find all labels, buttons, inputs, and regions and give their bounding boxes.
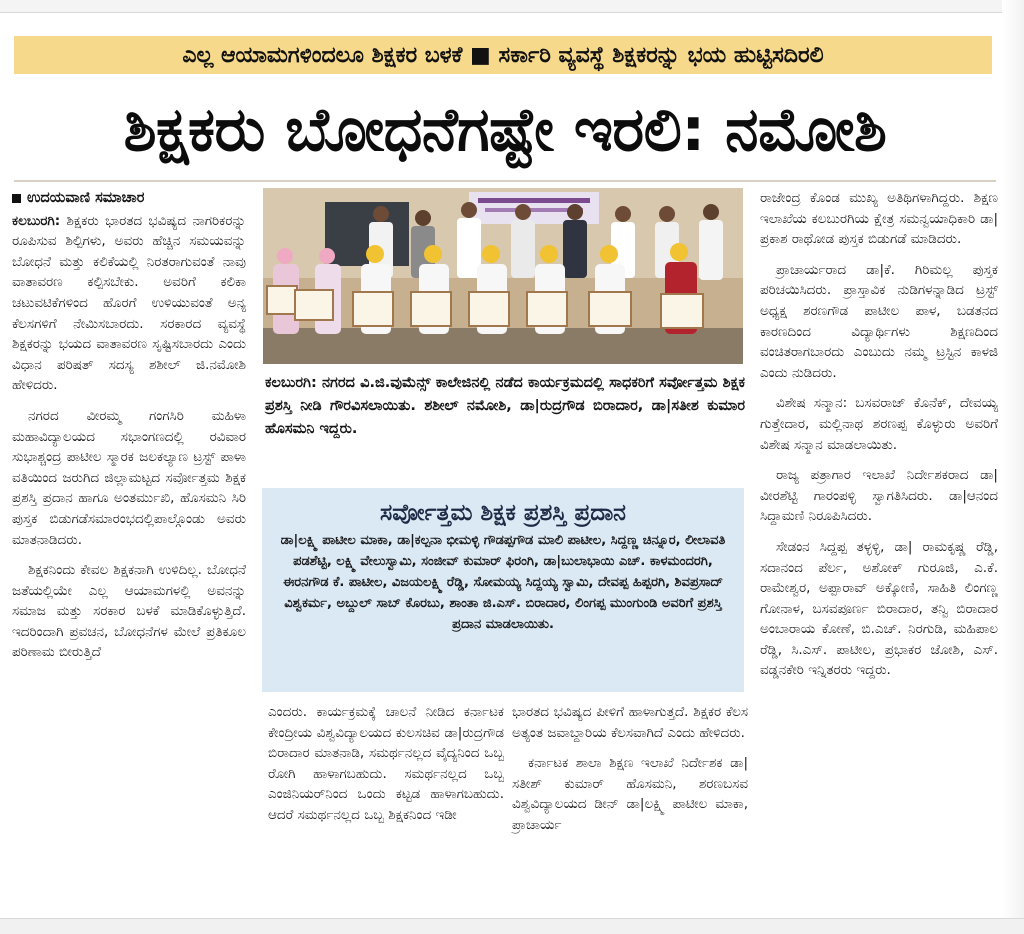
paragraph-text: ಶಿಕ್ಷಕರು ಭಾರತದ ಭವಿಷ್ಯದ ನಾಗರಿಕರನ್ನು ರೂಪಿಸುವ ಶಿಲ್ಪಿಗಳು, ಅವರು ಹೆಚ್ಚಿನ ಸಮಯವನ್ನು ಬೋಧನೆ ಮತ್ತು ಕಲಿಕೆಯಲ್ಲಿ ನಿರತರಾಗುವಂತೆ ನಾವು ವಾತಾವರಣ ಕಲ್ಪಿಸಬೇಕು. ಅವರಿಗೆ ಕಲಿಕಾ ಚಟುವಟಿಕೆಗಳಿಂದ ಹೊರಗೆ ಉಳಿಯುವಂತೆ ಅನ್ಯ ಕೆಲಸಗಳಿಗೆ ನೇಮಿಸಬಾರದು. ಸರಕಾರದ ವ್ಯವಸ್ಥೆ ಶಿಕ್ಷಕರನ್ನು ಭಯದ ವಾತಾವರಣ ಸೃಷ್ಟಿಸಬಾರದು ಎಂದು ವಿಧಾನ ಪರಿಷತ್ ಸದಸ್ಯ ಶಶೀಲ್ ಜಿ.ನಮೋಶಿ ಹೇಳಿದರು. <box>12 212 246 394</box>
paragraph: ಶಿಕ್ಷಕನಿಂದು ಕೇವಲ ಶಿಕ್ಷಕನಾಗಿ ಉಳಿದಿಲ್ಲ. ಬೋಧನೆ ಜತೆಯಲ್ಲಿಯೇ ಎಲ್ಲ ಆಯಾಮಗಳಲ್ಲಿ ಅವನನ್ನು ಸಮಾಜ ಮತ್ತು ಸರಕಾರ ಬಳಕೆ ಮಾಡಿಕೊಳ್ಳುತ್ತಿದೆ. ಇದರಿಂದಾಗಿ ಪ್ರವಚನ, ಬೋಧನೆಗಳ ಮೇಲೆ ಪ್ರತಿಕೂಲ ಪರಿಣಾಮ ಬೀರುತ್ತಿದೆ <box>12 562 246 661</box>
event-photo-graphic <box>263 188 743 364</box>
paragraph: ನಗರದ ವೀರಮ್ಮ ಗಂಗಸಿರಿ ಮಹಿಳಾ ಮಹಾವಿದ್ಯಾಲಯದ ಸಭಾಂಗಣದಲ್ಲಿ ರವಿವಾರ ಸುಭಾಶ್ಚಂದ್ರ ಪಾಟೀಲ ಸ್ಮಾರಕ ಜಲಕಲ್ಯಾಣ ಟ್ರಸ್ಟ್ ಪಾಳಾ ವತಿಯಿಂದ ಜರುಗಿದ ಜಿಲ್ಲಾಮಟ್ಟದ ಸರ್ವೋತ್ತಮ ಶಿಕ್ಷಕ ಪ್ರಶಸ್ತಿ ಪ್ರದಾನ ಹಾಗೂ ಅಂತರ್ಮುಖಿ, ಹೊಸಮನಿ ಸಿರಿ ಪುಸ್ತಕ ಬಿಡುಗಡೆಸಮಾರಂಭದಲ್ಲಿಪಾಲ್ಗೊಂಡು ಅವರು ಮಾತನಾಡಿದರು. <box>12 407 246 548</box>
paragraph: ಎಂದರು. ಕಾರ್ಯಕ್ರಮಕ್ಕೆ ಚಾಲನೆ ನೀಡಿದ ಕರ್ನಾಟಕ ಕೇಂದ್ರೀಯ ವಿಶ್ವವಿದ್ಯಾಲಯದ ಕುಲಸಚಿವ ಡಾ|ರುದ್ರಗೌಡ ಬಿರಾದಾರ ಮಾತನಾಡಿ, ಸಮರ್ಥನಲ್ಲದ ವೈದ್ಯನಿಂದ ಒಬ್ಬ ರೋಗಿ ಹಾಳಾಗಬಹುದು. ಸಮರ್ಥನಲ್ಲದ ಒಬ್ಬ ಎಂಜಿನಿಯರ್‌ನಿಂದ ಒಂದು ಕಟ್ಟಡ ಹಾಳಾಗಬಹುದು. ಆದರೆ ಸಮರ್ಥನಲ್ಲದ ಒಬ್ಬ ಶಿಕ್ಷಕನಿಂದ ಇಡೀ <box>268 704 504 823</box>
headline-divider <box>14 180 996 182</box>
page-right-margin <box>1002 0 1024 933</box>
paragraph: ರಾಜ್ಯ ಪತ್ರಾಗಾರ ಇಲಾಖೆ ನಿರ್ದೇಶಕರಾದ ಡಾ| ವೀರಶೆಟ್ಟಿ ಗಾರಂಪಳ್ಳಿ ಸ್ವಾಗತಿಸಿದರು. ಡಾ|ಆನಂದ ಸಿದ್ದಾಮಣಿ ನಿರೂಪಿಸಿದರು. <box>760 467 998 525</box>
square-bullet-icon <box>12 194 21 203</box>
byline-text: ಉದಯವಾಣಿ ಸಮಾಚಾರ <box>27 190 145 206</box>
event-photo <box>263 188 743 364</box>
screen-top-edge <box>0 0 1024 13</box>
column-4 <box>760 188 998 691</box>
paragraph: ವಿಶೇಷ ಸನ್ಮಾನ: ಬಸವರಾಜ್ ಕೊನೆಕ್, ದೇವಯ್ಯ ಗುತ್ತೇದಾರ, ಮಲ್ಲಿನಾಥ ಶರಣಪ್ಪ ಕೊಳ್ಳುರು ಅವರಿಗೆ ವಿಶೇಷ ಸನ್ಮಾನ ಮಾಡಲಾಯಿತು. <box>760 395 998 453</box>
paragraph <box>12 211 246 396</box>
page-bottom-edge <box>0 918 1024 934</box>
paragraph: ಭಾರತದ ಭವಿಷ್ಯದ ಪೀಳಿಗೆ ಹಾಳಾಗುತ್ತದೆ. ಶಿಕ್ಷಕರ ಕೆಲಸ ಅತ್ಯಂತ ಜವಾಬ್ದಾರಿಯ ಕೆಲಸವಾಗಿದೆ ಎಂದು ಹೇಳಿದರು. <box>512 704 748 741</box>
paragraph: ರಾಜೇಂದ್ರ ಕೊಂಡ ಮುಖ್ಯ ಅತಿಥಿಗಳಾಗಿದ್ದರು. ಶಿಕ್ಷಣ ಇಲಾಖೆಯ ಕಲಬುರಗಿಯ ಕ್ಷೇತ್ರ ಸಮನ್ವಯಾಧಿಕಾರಿ ಡಾ|ಪ್ರಕಾಶ ರಾಥೋಡ ಪುಸ್ತಕ ಬಿಡುಗಡೆ ಮಾಡಿದರು. <box>760 190 998 248</box>
dateline: ಕಲಬುರಗಿ: <box>12 212 61 229</box>
column-2 <box>268 702 504 836</box>
byline <box>12 188 246 209</box>
photo-caption: ಕಲಬುರಗಿ: ನಗರದ ವಿ.ಜಿ.ವುಮೆನ್ಸ್ ಕಾಲೇಜಿನಲ್ಲಿ ನಡೆದ ಕಾರ್ಯಕ್ರಮದಲ್ಲಿ ಸಾಧಕರಿಗೆ ಸರ್ವೋತ್ತಮ ಶಿಕ್ಷಕ ಪ್ರಶಸ್ತಿ ನೀಡಿ ಗೌರವಿಸಲಾಯಿತು. ಶಶೀಲ್ ನಮೋಶಿ, ಡಾ|ರುದ್ರಗೌಡ ಬಿರಾದಾರ, ಡಾ|ಸತೀಶ ಕುಮಾರ ಹೊಸಮನಿ ಇದ್ದರು. <box>265 375 745 437</box>
awards-box <box>262 488 744 692</box>
column-3 <box>512 702 748 846</box>
paragraph: ಸೇಡಂನ ಸಿದ್ದಪ್ಪ ತಳ್ಳಳ್ಳಿ, ಡಾ| ರಾಮಕೃಷ್ಣ ರೆಡ್ಡಿ, ಸದಾನಂದ ಪೆರ್ಲ, ಅಶೋಕ್ ಗುರೂಜಿ, ಎ.ಕೆ. ರಾಮೇಶ್ವರ, ಅಪ್ಪಾರಾವ್ ಅಕ್ಕೋಣಿ, ಸಾಹಿತಿ ಲಿಂಗಣ್ಣ ಗೋನಾಳ, ಬಸವಪೂರ್ಣ ಬಿರಾದಾರ, ತನ್ವಿ ಬಿರಾದಾರ ಅಂಬಾರಾಯ ಕೋಣೆ, ಬಿ.ಎಚ್. ನಿರಗುಡಿ, ಮಹಿಪಾಲ ರೆಡ್ಡಿ, ಸಿ.ಎಸ್. ಪಾಟೀಲ, ಪ್ರಭಾಕರ ಜೋಶಿ, ಎಸ್. ವಡ್ಡನಕೇರಿ ಇನ್ನಿತರರು ಇದ್ದರು. <box>760 538 998 679</box>
headline: ಶಿಕ್ಷಕರು ಬೋಧನೆಗಷ್ಟೇ ಇರಲಿ: ನಮೋಶಿ <box>123 95 887 165</box>
awards-box-body: ಡಾ|ಲಕ್ಷ್ಮಿ ಪಾಟೀಲ ಮಾಕಾ, ಡಾ|ಕಲ್ಪನಾ ಭೀಮಳ್ಳಿ ಗೌಡಪ್ಪಗೌಡ ಮಾಲಿ ಪಾಟೀಲ, ಸಿದ್ದಣ್ಣ ಚಿನ್ನೂರ, ಲೀಲಾವತಿ ಪಡಶೆಟ್ಟಿ, ಲಕ್ಷ್ಮಿ ವೇಲುಸ್ವಾಮಿ, ಸಂಜೀವ್ ಕುಮಾರ್ ಫಿರಂಗಿ, ಡಾ|ಬುಲಾಭಾಯಿ ಎಚ್. ಕಾಳಮಂದರಗಿ, ಈರನಗೌಡ ಕೆ. ಪಾಟೀಲ, ವಿಜಯಲಕ್ಷ್ಮಿ ರೆಡ್ಡಿ, ಸೋಮಯ್ಯ ಸಿದ್ದಯ್ಯ ಸ್ವಾಮಿ, ದೇವಪ್ಪ ಹಿಪ್ಪರಗಿ, ಶಿವಪ್ರಸಾದ್ ವಿಶ್ವಕರ್ಮ, ಅಬ್ದುಲ್ ಸಾಬ್ ಕೊರಬು, ಶಾಂತಾ ಜಿ.ಎಸ್. ಬಿರಾದಾರ, ಲಿಂಗಪ್ಪ ಮುಂಗುಂಡಿ ಅವರಿಗೆ ಪ್ರಶಸ್ತಿ ಪ್ರದಾನ ಮಾಡಲಾಯಿತು. <box>280 533 726 632</box>
paragraph: ಕರ್ನಾಟಕ ಶಾಲಾ ಶಿಕ್ಷಣ ಇಲಾಖೆ ನಿರ್ದೇಶಕ ಡಾ|ಸತೀಶ್ ಕುಮಾರ್ ಹೊಸಮನಿ, ಶರಣಬಸವ ವಿಶ್ವವಿದ್ಯಾಲಯದ ಡೀನ್ ಡಾ|ಲಕ್ಷ್ಮಿ ಪಾಟೀಲ ಮಾಕಾ, ಪ್ರಾಚಾರ್ಯ <box>512 755 748 833</box>
paragraph: ಪ್ರಾಚಾರ್ಯರಾದ ಡಾ|ಕೆ. ಗಿರಿಮಲ್ಲ ಪುಸ್ತಕ ಪರಿಚಯಿಸಿದರು. ಪ್ರಾಸ್ತಾವಿಕ ನುಡಿಗಳನ್ನಾಡಿದ ಟ್ರಸ್ಟ್ ಅಧ್ಯಕ್ಷ ಶರಣಗೌಡ ಪಾಟೀಲ ಪಾಳ, ಬಡತನದ ಕಾರಣದಿಂದ ವಿದ್ಯಾರ್ಥಿಗಳು ಶಿಕ್ಷಣದಿಂದ ವಂಚಿತರಾಗಬಾರದು ಎಂಬುದು ನಮ್ಮ ಟ್ರಸ್ಟಿನ ಕಾಳಜಿ ಎಂದು ನುಡಿದರು. <box>760 261 998 381</box>
awards-box-title: ಸರ್ವೋತ್ತಮ ಶಿಕ್ಷಕ ಪ್ರಶಸ್ತಿ ಪ್ರದಾನ <box>380 500 626 526</box>
kicker-strap: ಎಲ್ಲ ಆಯಾಮಗಳಿಂದಲೂ ಶಿಕ್ಷಕರ ಬಳಕೆ ■ ಸರ್ಕಾರಿ ವ್ಯವಸ್ಥೆ ಶಿಕ್ಷಕರನ್ನು ಭಯ ಹುಟ್ಟಿಸದಿರಲಿ <box>14 36 992 74</box>
column-1 <box>12 188 246 673</box>
